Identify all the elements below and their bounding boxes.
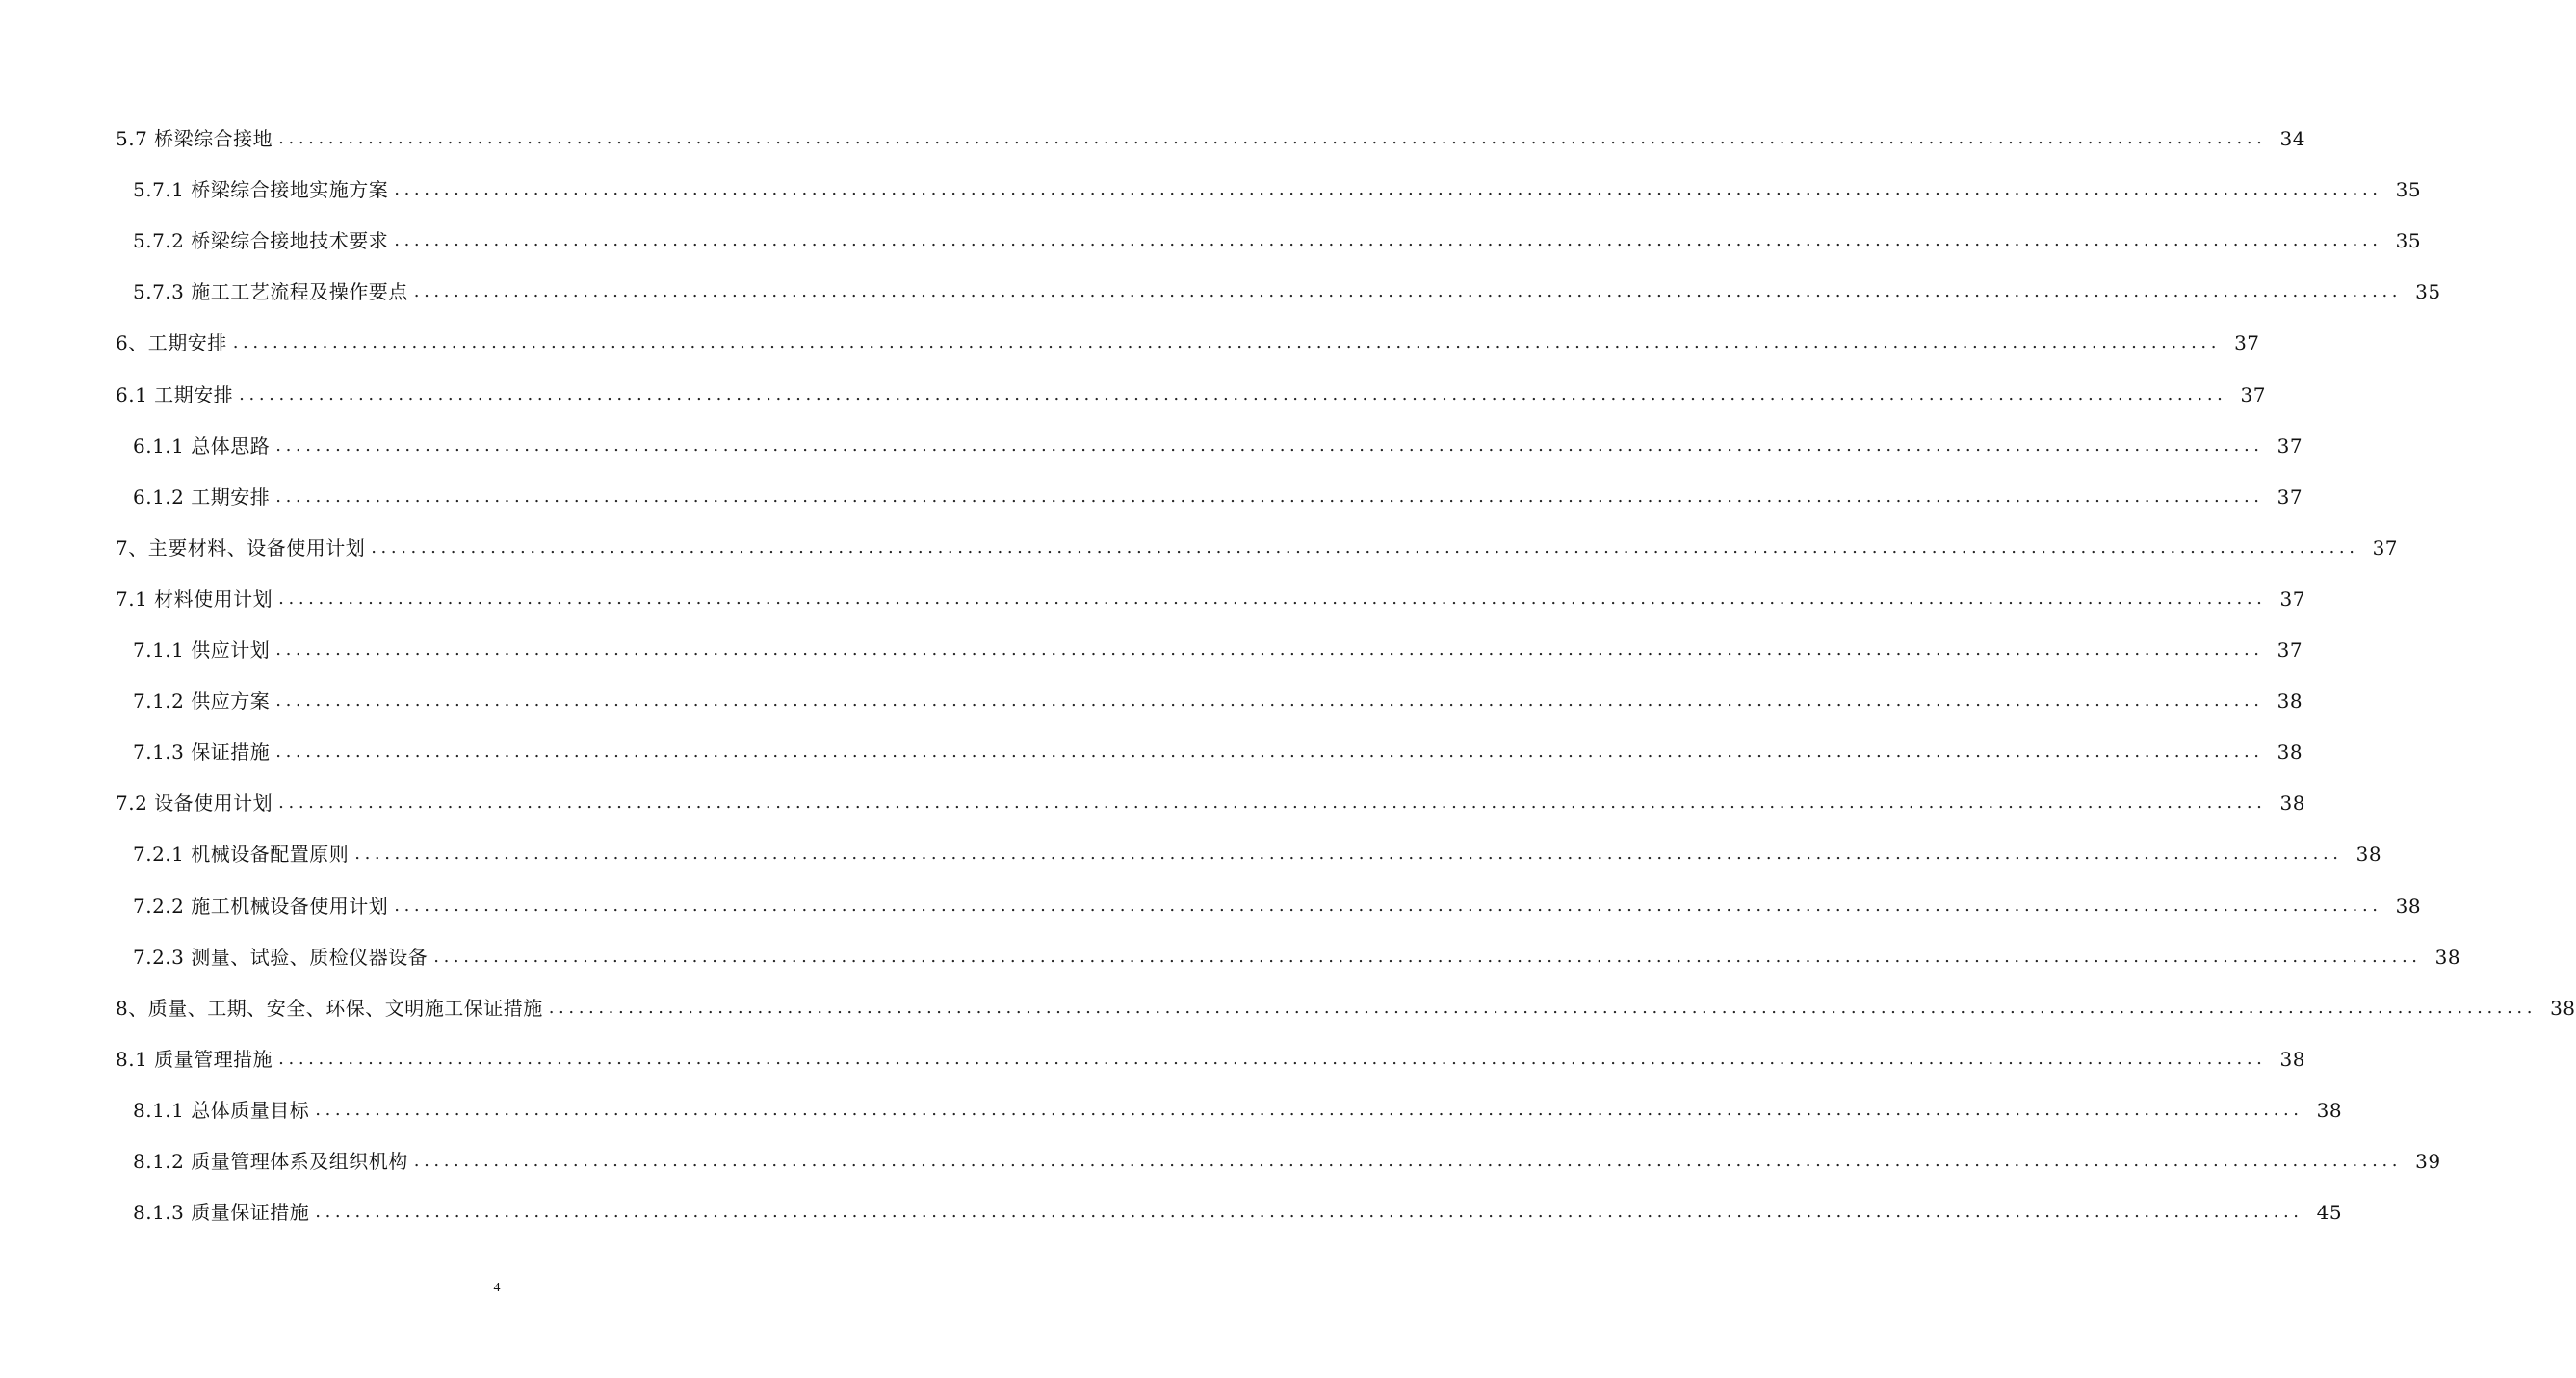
toc-entry-title: 7.1.2 供应方案 bbox=[133, 689, 271, 714]
toc-entry[interactable] bbox=[116, 584, 2305, 612]
toc-entry-title: 6.1.2 工期安排 bbox=[133, 484, 271, 508]
toc-entry-page: 34 bbox=[2279, 127, 2305, 150]
toc-entry[interactable] bbox=[133, 737, 2303, 766]
toc-leader-dots: ........................................................................................................................................................................................................ bbox=[232, 332, 2222, 353]
toc-entry-title: 6、工期安排 bbox=[116, 331, 227, 355]
toc-entry-page: 45 bbox=[2316, 1201, 2343, 1225]
toc-leader-dots: ........................................................................................................................................................................................................ bbox=[278, 128, 2267, 148]
toc-entry-title: 7.2.3 测量、试验、质检仪器设备 bbox=[133, 945, 429, 969]
toc-entry[interactable] bbox=[133, 839, 2382, 868]
toc-entry-page: 37 bbox=[2234, 331, 2260, 355]
toc-entry-page: 35 bbox=[2395, 178, 2422, 202]
toc-leader-dots: ........................................................................................................................................................................................................ bbox=[371, 536, 2359, 558]
toc-entry-title: 7.2.2 施工机械设备使用计划 bbox=[133, 894, 389, 918]
toc-entry-page: 35 bbox=[2395, 229, 2422, 253]
toc-entry[interactable] bbox=[116, 993, 2576, 1022]
page-number: 4 bbox=[493, 1281, 501, 1295]
toc-entry[interactable] bbox=[116, 327, 2260, 356]
toc-entry-page: 35 bbox=[2415, 280, 2441, 304]
toc-entry-title: 6.1 工期安排 bbox=[116, 382, 234, 406]
toc-entry-page: 38 bbox=[2279, 792, 2305, 816]
toc-entry[interactable] bbox=[133, 942, 2461, 971]
toc-entry-page: 38 bbox=[2277, 741, 2303, 765]
toc-leader-dots: ........................................................................................................................................................................................................ bbox=[413, 1151, 2403, 1171]
toc-entry[interactable] bbox=[133, 225, 2422, 254]
toc-entry-title: 8.1.2 质量管理体系及组织机构 bbox=[133, 1150, 408, 1173]
toc-entry-page: 37 bbox=[2277, 433, 2303, 457]
toc-leader-dots: ........................................................................................................................................................................................................ bbox=[394, 179, 2382, 200]
toc-leader-dots: ........................................................................................................................................................................................................ bbox=[275, 485, 2264, 507]
toc-entry[interactable] bbox=[133, 1095, 2343, 1124]
toc-entry-title: 7.2.1 机械设备配置原则 bbox=[133, 843, 350, 867]
toc-entry[interactable] bbox=[133, 635, 2303, 663]
toc-entry-page: 37 bbox=[2277, 484, 2303, 508]
toc-entry-page: 38 bbox=[2550, 996, 2576, 1020]
toc-entry-page: 37 bbox=[2240, 382, 2266, 406]
toc-entry[interactable] bbox=[133, 430, 2303, 459]
toc-leader-dots: ........................................................................................................................................................................................................ bbox=[433, 946, 2422, 967]
toc-entry-title: 8.1.1 总体质量目标 bbox=[133, 1098, 310, 1122]
toc-entry-page: 37 bbox=[2277, 638, 2303, 662]
toc-entry-title: 8、质量、工期、安全、环保、文明施工保证措施 bbox=[116, 996, 543, 1020]
toc-leader-dots: ........................................................................................................................................................................................................ bbox=[315, 1099, 2303, 1120]
toc-entry-title: 7.1.1 供应计划 bbox=[133, 638, 271, 662]
toc-entry[interactable] bbox=[133, 1197, 2343, 1226]
toc-entry-page: 39 bbox=[2415, 1150, 2441, 1173]
toc-entry-page: 38 bbox=[2279, 1047, 2305, 1071]
toc-entry-title: 5.7 桥梁综合接地 bbox=[116, 127, 273, 150]
toc-leader-dots: ........................................................................................................................................................................................................ bbox=[278, 793, 2267, 814]
toc-entry[interactable] bbox=[116, 788, 2305, 817]
toc-leader-dots: ........................................................................................................................................................................................................ bbox=[413, 281, 2403, 302]
toc-entry-title: 7.1.3 保证措施 bbox=[133, 741, 271, 765]
toc-entry[interactable] bbox=[133, 686, 2303, 715]
toc-leader-dots: ........................................................................................................................................................................................................ bbox=[275, 690, 2264, 712]
toc-leader-dots: ........................................................................................................................................................................................................ bbox=[278, 1048, 2267, 1069]
toc-entry[interactable] bbox=[116, 1044, 2305, 1073]
toc-leader-dots: ........................................................................................................................................................................................................ bbox=[275, 639, 2264, 660]
toc-leader-dots: ........................................................................................................................................................................................................ bbox=[548, 997, 2537, 1018]
toc-entry[interactable] bbox=[133, 1146, 2441, 1175]
toc-leader-dots: ........................................................................................................................................................................................................ bbox=[275, 741, 2264, 763]
toc-entry-title: 5.7.3 施工工艺流程及操作要点 bbox=[133, 280, 408, 304]
toc-entry[interactable] bbox=[133, 174, 2422, 203]
toc-entry-page: 38 bbox=[2434, 945, 2461, 969]
toc-entry-title: 5.7.1 桥梁综合接地实施方案 bbox=[133, 178, 389, 202]
toc-leader-dots: ........................................................................................................................................................................................................ bbox=[394, 895, 2382, 916]
toc-entry[interactable] bbox=[133, 891, 2422, 920]
toc-entry-page: 38 bbox=[2355, 843, 2382, 867]
toc-entry-title: 7.2 设备使用计划 bbox=[116, 792, 273, 816]
toc-entry-page: 38 bbox=[2395, 894, 2422, 918]
toc-entry-page: 38 bbox=[2277, 689, 2303, 714]
toc-entry-page: 37 bbox=[2279, 586, 2305, 611]
toc-entry-title: 8.1 质量管理措施 bbox=[116, 1047, 273, 1071]
toc-entry-title: 7、主要材料、设备使用计划 bbox=[116, 535, 366, 559]
toc-entry-title: 6.1.1 总体思路 bbox=[133, 433, 271, 457]
toc-entry-page: 38 bbox=[2316, 1098, 2343, 1122]
toc-entry-title: 8.1.3 质量保证措施 bbox=[133, 1201, 310, 1225]
toc-entry-title: 7.1 材料使用计划 bbox=[116, 586, 273, 611]
toc-entry[interactable] bbox=[116, 533, 2399, 561]
toc-leader-dots: ........................................................................................................................................................................................................ bbox=[354, 844, 2343, 865]
toc-leader-dots: ........................................................................................................................................................................................................ bbox=[275, 434, 2264, 455]
toc-leader-dots: ........................................................................................................................................................................................................ bbox=[278, 587, 2267, 609]
toc-leader-dots: ........................................................................................................................................................................................................ bbox=[239, 383, 2227, 404]
toc-leader-dots: ........................................................................................................................................................................................................ bbox=[315, 1202, 2303, 1223]
toc-entry-page: 37 bbox=[2372, 535, 2399, 559]
toc-entry[interactable] bbox=[133, 276, 2441, 305]
toc-entry[interactable] bbox=[116, 123, 2305, 152]
toc-entry[interactable] bbox=[133, 481, 2303, 510]
toc-entry[interactable] bbox=[116, 379, 2266, 408]
toc-entry-title: 5.7.2 桥梁综合接地技术要求 bbox=[133, 229, 389, 253]
toc-leader-dots: ........................................................................................................................................................................................................ bbox=[394, 230, 2382, 251]
